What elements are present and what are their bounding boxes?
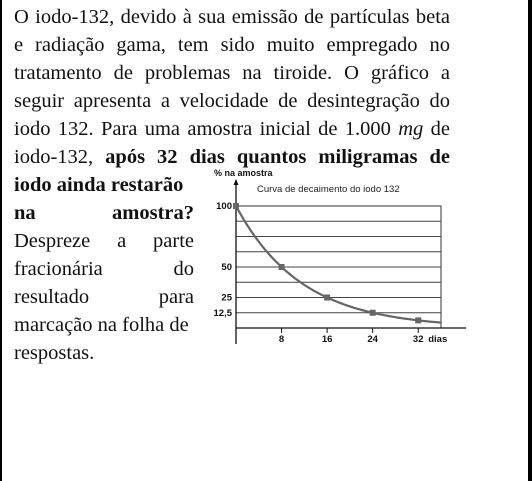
- chart-grid: [236, 206, 441, 328]
- question-line-9: Despreze a parte: [14, 230, 194, 252]
- question-line-6: iodo-132, após 32 dias quantos miligramas de: [14, 146, 450, 168]
- data-point: [233, 203, 239, 209]
- y-axis-label: % na amostra: [214, 168, 273, 178]
- chart-title: Curva de decaimento do iodo 132: [257, 184, 400, 195]
- y-tick-label: 25: [221, 292, 232, 304]
- y-axis-arrow: [234, 179, 239, 185]
- question-sheet: [2, 0, 528, 481]
- question-line-10: fracionária do: [14, 258, 194, 280]
- question-line-1: O iodo-132, devido à sua emissão de partículas beta: [14, 6, 450, 28]
- x-tick-label: 16: [321, 334, 333, 345]
- y-tick-label: 12,5: [213, 307, 232, 319]
- x-tick-label: 8: [278, 334, 285, 345]
- decay-chart: [198, 166, 488, 356]
- question-line-5: iodo 132. Para uma amostra inicial de 1.000 mg de: [14, 118, 450, 140]
- x-tick-label: 24: [367, 334, 378, 345]
- chart-labels: [214, 168, 448, 345]
- question-line-12: marcação na folha de: [14, 314, 189, 336]
- question-line-8: na amostra?: [14, 202, 194, 224]
- data-point: [279, 264, 285, 270]
- question-line-2: e radiação gama, tem sido muito empregado no: [14, 34, 450, 56]
- question-line-7: iodo ainda restarão: [14, 174, 184, 196]
- data-point: [370, 310, 376, 316]
- y-tick-label: 100: [216, 201, 232, 212]
- question-line-11: resultado para: [14, 286, 194, 308]
- question-line-3: tratamento de problemas na tiroide. O gráfico a: [14, 62, 450, 84]
- chart-axes: [234, 179, 467, 344]
- x-tick-label: 32: [412, 334, 424, 345]
- data-point: [324, 295, 330, 301]
- data-point: [415, 317, 421, 323]
- x-axis-label: dias: [428, 334, 448, 345]
- decay-curve: [236, 206, 441, 323]
- y-tick-label: 50: [221, 262, 232, 273]
- question-line-4: seguir apresenta a velocidade de desintegração do: [14, 90, 450, 112]
- question-line-13: respostas.: [14, 342, 95, 364]
